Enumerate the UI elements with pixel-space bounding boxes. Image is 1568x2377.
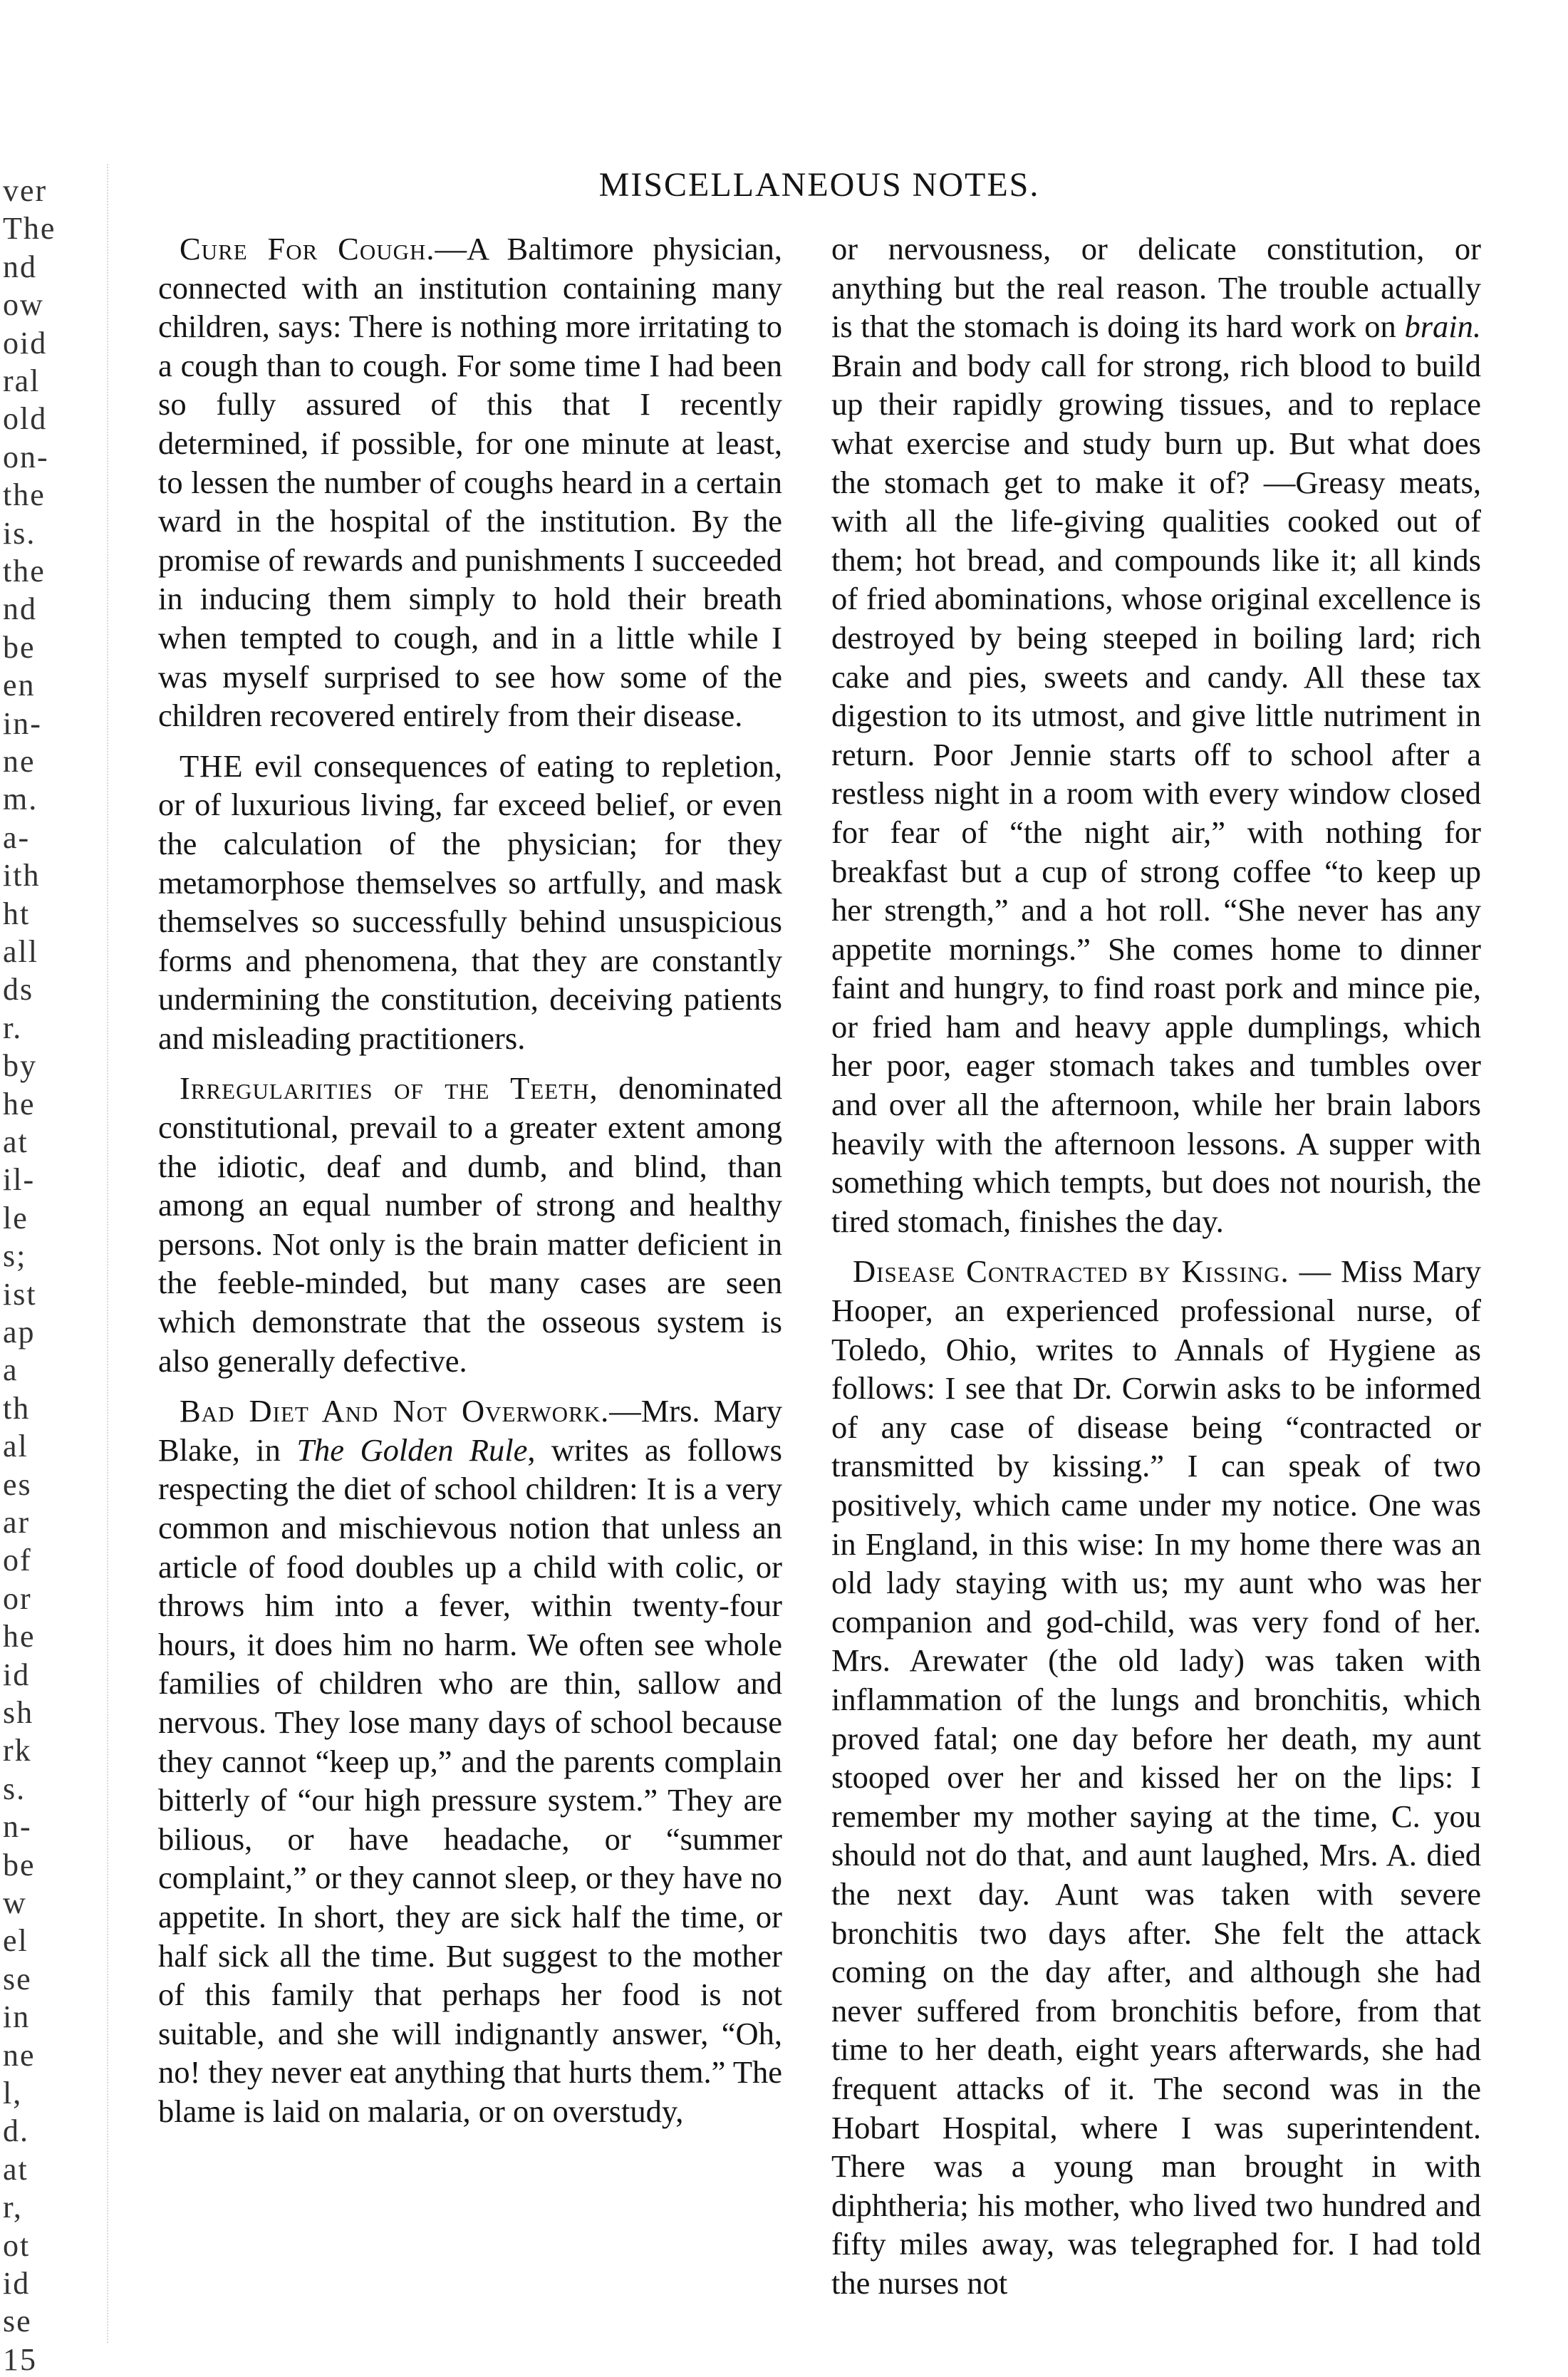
- margin-fragment: en: [3, 668, 36, 703]
- margin-fragment: id: [3, 2266, 31, 2301]
- margin-fragment: or: [3, 1580, 32, 1616]
- article-body: evil consequences of eating to repletion, or of luxurious living, far exceed belief, or even the calculation of the physician; for they metamorphose themselves so artfully, and mask themselves so successfully behind unsuspicious forms and phenomena, that they are constantly undermining the constitution, deceiving patients and misleading practitioners.: [158, 747, 782, 1056]
- margin-fragment: at: [3, 1124, 28, 1159]
- margin-fragment: a: [3, 1352, 19, 1388]
- article-body: or nervousness, or delicate constitution, or anything but the real reason. The trouble actually is that the stomach is doing its hard work on: [831, 231, 1481, 345]
- margin-fragment: se: [3, 1961, 32, 1997]
- margin-fragment: old: [3, 401, 48, 437]
- margin-fragment: rk: [3, 1733, 32, 1768]
- article-lead: THE: [180, 747, 244, 784]
- margin-fragment: le: [3, 1200, 28, 1236]
- margin-fragment: n-: [3, 1809, 32, 1845]
- article-heading: Bad Diet And Not Overwork.: [180, 1393, 610, 1429]
- article-heading: Disease Contracted by Kissing.: [853, 1253, 1289, 1290]
- margin-fragment: se: [3, 2304, 32, 2339]
- margin-fragment: of: [3, 1543, 32, 1578]
- margin-fragment: in-: [3, 705, 42, 741]
- margin-fragment: ith: [3, 858, 41, 894]
- margin-fragment: w: [3, 1885, 27, 1920]
- margin-fragment: r,: [3, 2190, 23, 2225]
- margin-fragment: all: [3, 934, 38, 969]
- margin-fragment: 15: [3, 2341, 37, 2377]
- margin-fragment: ar: [3, 1505, 31, 1540]
- article-evil-consequences: [158, 747, 782, 1058]
- margin-fragment: m.: [3, 782, 38, 817]
- article-body-continued: Brain and body call for strong, rich blood to build up their rapidly growing tissues, and to replace what exercise and study burn up. But what does the stomach get to make it of? —Greasy meats, with all the life-giving qualities cooked out of them; hot bread, and compounds like it; all kinds of fried abominations, whose original excellence is destroyed by being steeped in boiling lard; rich cake and pies, sweets and candy. All these tax digestion to its utmost, and give little nutriment in return. Poor Jennie starts off to school after a restless night in a room with every window closed for fear of “the night air,” with nothing for breakfast but a cup of strong coffee “to keep up her strength,” and a hot roll. “She never has any appetite mornings.” She comes home to dinner faint and hungry, to find roast pork and mince pie, or fried ham and heavy apple dumplings, which her poor, eager stomach takes and tumbles over and over all the afternoon, while her brain labors heavily with the afternoon lessons. A supper with something which tempts, but does not nourish, the tired stomach, finishes the day.: [831, 347, 1481, 1239]
- margin-fragment: ne: [3, 2037, 36, 2073]
- article-body: denominated constitutional, prevail to a greater extent among the idiotic, deaf and dumb, and blind, than among an equal number of strong and healthy persons. Not only is the brain matter deficient in the feeble-minded, but many cases are seen which demonstrate that the osseous system is also generally defective.: [158, 1070, 782, 1379]
- margin-fragment: es: [3, 1466, 32, 1502]
- article-body: —Mrs. Mary Blake, in: [158, 1393, 782, 1468]
- margin-fragment: s;: [3, 1238, 27, 1274]
- margin-fragment: ver: [3, 173, 48, 208]
- margin-fragment: ne: [3, 744, 36, 779]
- margin-fragment: el: [3, 1923, 28, 1959]
- right-column: [831, 229, 1481, 2302]
- margin-fragment: sh: [3, 1695, 34, 1730]
- margin-fragment: ow: [3, 287, 44, 323]
- margin-fragment: be: [3, 629, 36, 665]
- left-column: [158, 229, 782, 2131]
- margin-fragment: id: [3, 1657, 31, 1692]
- margin-fragment: the: [3, 477, 46, 513]
- margin-fragment: d.: [3, 2113, 29, 2149]
- margin-fragment: at: [3, 2151, 28, 2187]
- margin-fragment: on-: [3, 439, 49, 475]
- margin-fragment: in: [3, 1999, 31, 2035]
- margin-fragment: ap: [3, 1315, 36, 1350]
- source-title: The Golden Rule: [296, 1431, 528, 1468]
- article-disease-kissing: [831, 1252, 1481, 2302]
- article-cure-for-cough: [158, 229, 782, 735]
- margin-fragment: ral: [3, 363, 41, 398]
- article-bad-diet: [158, 1392, 782, 2130]
- margin-fragment: ist: [3, 1276, 37, 1312]
- article-irregularities-teeth: [158, 1069, 782, 1380]
- article-heading: Cure For Cough.: [180, 231, 435, 266]
- margin-fragment: by: [3, 1048, 37, 1084]
- margin-fragment: a-: [3, 819, 31, 855]
- article-body: — Miss Mary Hooper, an experienced professional nurse, of Toledo, Ohio, writes to Annals of Hygiene as follows: I see that Dr. Corwin asks to be informed of any case of disease being “contracted or transmitted by kissing.” I can speak of two positively, which came under my notice. One was in England, in this wise: In my home there was an old lady staying with us; my aunt who was her companion and god-child, was very fond of her. Mrs. Arewater (the old lady) was taken with inflammation of the lungs and bronchitis, which proved fatal; one day before her death, my aunt stooped over her and kissed her on the lips: I remember my mother saying at the time, C. you should not do that, and aunt laughed, Mrs. A. died the next day. Aunt was taken with severe bronchitis two days after. She felt the attack coming on the day after, and although she had never suffered from bronchitis before, from that time to her death, eight years afterwards, she had frequent attacks of it. The second was in the Hobart Hospital, where I was superintendent. There was a young man brought in with diphtheria; his mother, who lived two hundred and fifty miles away, was telegraphed for. I had told the nurses not: [831, 1253, 1481, 2301]
- article-body-continued: , writes as follows respecting the diet of school children: It is a very common and mischievous notion that unless an article of food doubles up a child with colic, or throws him into a fever, within twenty-four hours, it does him no harm. We often see whole families of children who are thin, sallow and nervous. They lose many days of school because they cannot “keep up,” and the parents complain bitterly of “our high pressure system.” They are bilious, or have headache, or “summer complaint,” or they cannot sleep, or they have no appetite. In short, they are sick half the time, or half sick all the time. But suggest to the mother of this family that perhaps her food is not suitable, and she will indignantly answer, “Oh, no! they never eat anything that hurts them.” The blame is laid on malaria, or on overstudy,: [158, 1431, 782, 2129]
- margin-fragment: oid: [3, 325, 48, 361]
- margin-fragment: is.: [3, 515, 36, 551]
- margin-fragment: nd: [3, 591, 37, 627]
- margin-fragment: l,: [3, 2076, 23, 2111]
- margin-fragment: he: [3, 1086, 36, 1122]
- margin-fragment: nd: [3, 249, 37, 284]
- margin-fragment: il-: [3, 1162, 36, 1198]
- article-bad-diet-continued: [831, 229, 1481, 1241]
- margin-fragment: be: [3, 1847, 36, 1883]
- emphasis-brain: brain.: [1404, 309, 1481, 345]
- margin-fragment: ds: [3, 972, 34, 1008]
- cropped-margin-strip: [0, 164, 108, 2377]
- margin-fragment: s.: [3, 1771, 26, 1806]
- margin-fragment: r.: [3, 1010, 23, 1045]
- margin-fragment: he: [3, 1619, 36, 1654]
- margin-fragment: the: [3, 554, 46, 589]
- margin-fragment: ot: [3, 2227, 31, 2263]
- article-heading: Irregularities of the Teeth,: [180, 1070, 598, 1107]
- running-head: MISCELLANEOUS NOTES.: [598, 166, 1040, 204]
- margin-fragment: ht: [3, 896, 31, 931]
- margin-fragment: al: [3, 1429, 28, 1464]
- margin-fragment: The: [3, 211, 56, 247]
- article-body: —A Baltimore physician, connected with an institution containing many children, says: There is nothing more irritating to a cough than to cough. For some time I had been so fully assured of this that I recently determined, if possible, for one minute at least, to lessen the number of coughs heard in a certain ward in the hospital of the institution. By the promise of rewards and punishments I succeeded in inducing them simply to hold their breath when tempted to cough, and in a little while I was myself surprised to see how some of the children recovered entirely from their disease.: [158, 231, 782, 734]
- margin-fragment: th: [3, 1390, 31, 1426]
